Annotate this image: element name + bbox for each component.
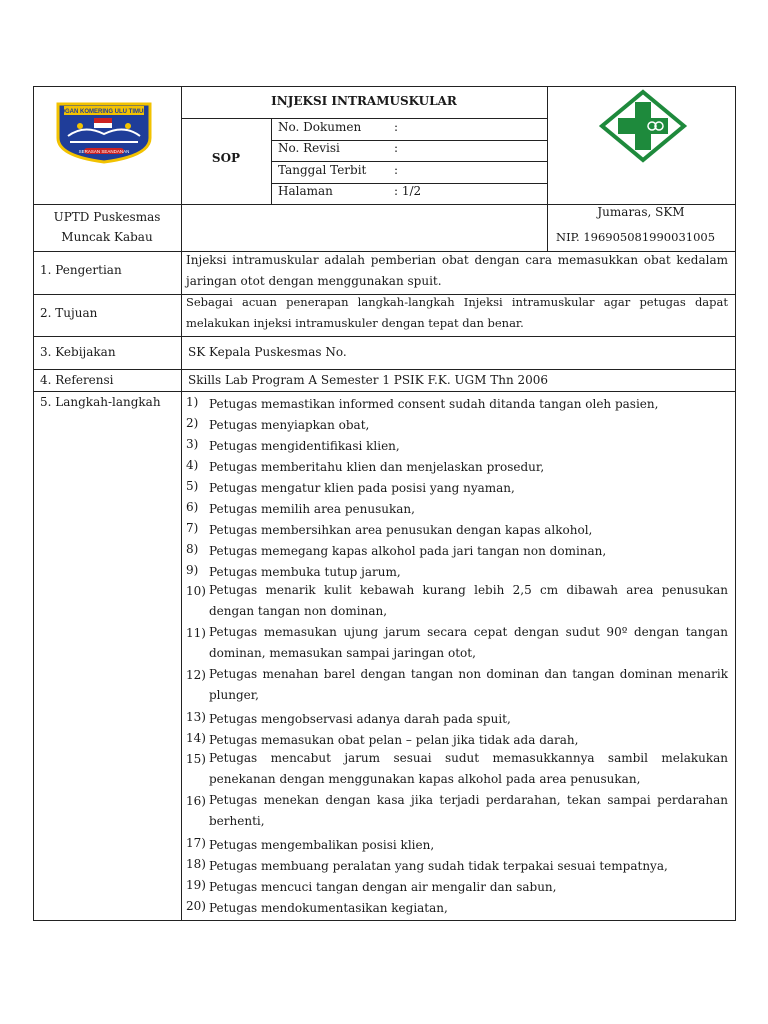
title-row-divider [181,118,547,119]
section-label-langkah: 5. Langkah-langkah [40,395,161,409]
label-column-divider [181,86,182,921]
step-text: Petugas memilih area penusukan, [209,502,415,516]
step-number: 3) [186,437,199,451]
document-title: INJEKSI INTRAMUSKULAR [271,94,457,108]
field-sep-no-dokumen: : [394,120,399,134]
signer-name: Jumaras, SKM [597,205,685,219]
step-text: Petugas mencuci tangan dengan air mengalir dan sabun, [209,880,557,894]
step-number: 6) [186,500,199,514]
section-label-kebijakan: 3. Kebijakan [40,345,116,359]
step-text: Petugas memasukan ujung jarum secara cepat dengan sudut 90º dengan tangan dominan, memasukan sampai jaringan otot, [209,625,728,660]
unit-name-line-2: Muncak Kabau [61,230,153,244]
field-label-no-dokumen: No. Dokumen [278,120,362,134]
step-number: 13) [186,710,206,724]
shield-banner-text: OGAN KOMERING ULU TIMUR [60,109,148,115]
step-text: Petugas mencabut jarum sesuai sudut memasukkannya sambil melakukan penekanan dengan menggunakan kapas alkohol pada area penusukan, [209,751,728,786]
table-border-bottom [33,920,735,921]
step-number: 14) [186,731,206,745]
field-label-tanggal-terbit: Tanggal Terbit [278,163,367,177]
step-text: Petugas membuang peralatan yang sudah tidak terpakai sesuai tempatnya, [209,859,668,873]
step-number: 16) [186,794,206,808]
step-text: Petugas menyiapkan obat, [209,418,370,432]
step-text: Petugas memegang kapas alkohol pada jari tangan non dominan, [209,544,607,558]
step-text: Petugas memberitahu klien dan menjelaskan prosedur, [209,460,545,474]
shield-sun [125,123,131,129]
step-number: 12) [186,668,206,682]
step-text: Petugas mendokumentasikan kegiatan, [209,901,448,915]
district-shield-logo [54,100,154,164]
section-text-referensi: Skills Lab Program A Semester 1 PSIK F.K. UGM Thn 2006 [188,373,549,387]
puskesmas-cross-logo [598,88,688,164]
cross-horizontal-bar [618,118,668,134]
section-text-kebijakan: SK Kepala Puskesmas No. [188,345,347,359]
shield-star [77,123,83,129]
table-border-top [33,86,735,87]
step-number: 9) [186,563,199,577]
step-text: Petugas memasukan obat pelan – pelan jika tidak ada darah, [209,733,579,747]
field-value-halaman: : 1/2 [394,184,422,198]
section-text-pengertian: Injeksi intramuskular adalah pemberian obat dengan cara memasukkan obat kedalam jaringan otot dengan menggunakan spuit. [186,253,728,288]
step-text: Petugas mengembalikan posisi klien, [209,838,435,852]
row-divider-referensi [33,369,735,370]
step-number: 15) [186,752,206,766]
step-number: 11) [186,626,206,640]
step-text: Petugas menarik kulit kebawah kurang lebih 2,5 cm dibawah area penusukan dengan tangan non dominan, [209,583,728,618]
shield-flag-white [94,123,112,128]
step-number: 19) [186,878,206,892]
step-text: Petugas memastikan informed consent sudah ditanda tangan oleh pasien, [209,397,659,411]
section-label-pengertian: 1. Pengertian [40,263,122,277]
row-divider-langkah [33,391,735,392]
row-divider-kebijakan [33,336,735,337]
field-sep-no-revisi: : [394,141,399,155]
step-number: 20) [186,899,206,913]
step-text: Petugas mengobservasi adanya darah pada spuit, [209,712,511,726]
step-text: Petugas membuka tutup jarum, [209,565,401,579]
shield-bottom-text: SERASAN SEANDANAN [78,149,130,154]
signer-nip: NIP. 196905081990031005 [556,230,716,244]
step-number: 10) [186,584,206,598]
field-label-halaman: Halaman [278,184,333,198]
step-text: Petugas mengidentifikasi klien, [209,439,400,453]
section-label-tujuan: 2. Tujuan [40,306,98,320]
section-label-referensi: 4. Referensi [40,373,114,387]
step-number: 18) [186,857,206,871]
step-text: Petugas mengatur klien pada posisi yang nyaman, [209,481,515,495]
field-sep-tanggal-terbit: : [394,163,399,177]
step-number: 1) [186,395,199,409]
step-number: 7) [186,521,199,535]
field-label-no-revisi: No. Revisi [278,141,340,155]
logo-column-divider [547,86,548,252]
step-number: 17) [186,836,206,850]
table-border-right [735,86,736,921]
unit-name-line-1: UPTD Puskesmas [53,210,161,224]
step-number: 4) [186,458,199,472]
fields-column-divider [271,118,272,205]
step-text: Petugas menekan dengan kasa jika terjadi perdarahan, tekan sampai perdarahan berhenti, [209,793,728,828]
step-number: 2) [186,416,199,430]
shield-flag-red [94,118,112,123]
step-number: 8) [186,542,199,556]
step-number: 5) [186,479,199,493]
section-text-tujuan: Sebagai acuan penerapan langkah-langkah Injeksi intramuskular agar petugas dapat melakukan injeksi intramuskuler dengan tepat dan benar. [186,295,728,330]
step-text: Petugas membersihkan area penusukan dengan kapas alkohol, [209,523,593,537]
sop-label: SOP [211,151,241,165]
step-text: Petugas menahan barel dengan tangan non dominan dan tangan dominan menarik plunger, [209,667,728,702]
